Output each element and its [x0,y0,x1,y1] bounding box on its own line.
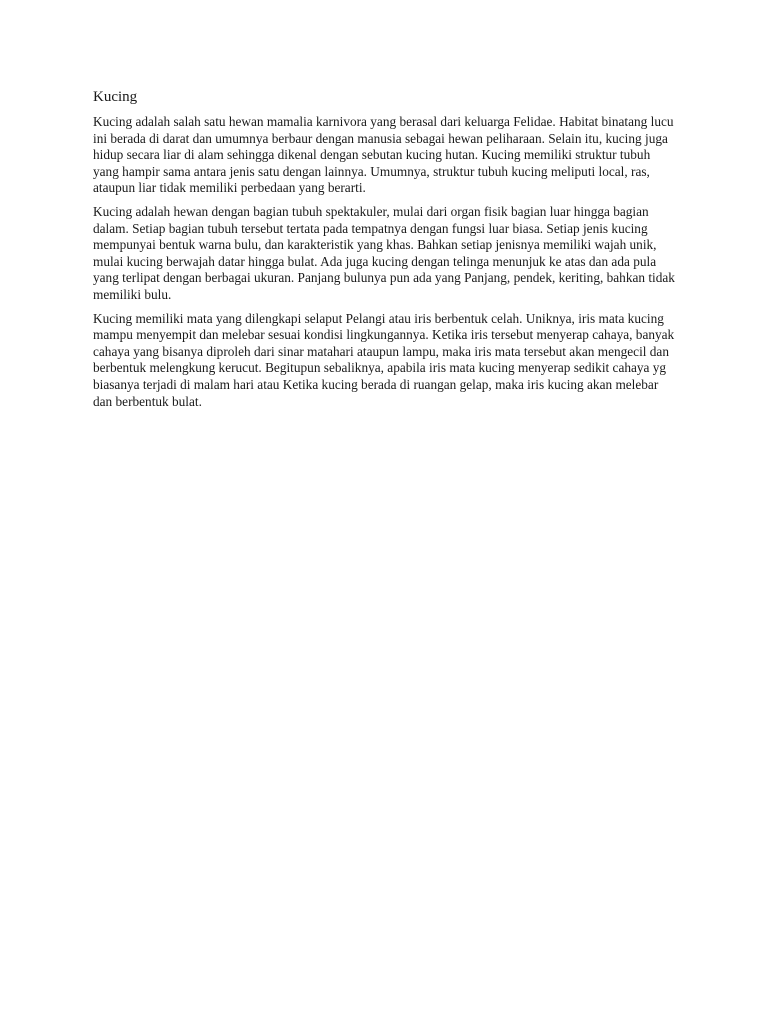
paragraph-2: Kucing adalah hewan dengan bagian tubuh spektakuler, mulai dari organ fisik bagian luar hingga bagian dalam. Setiap bagian tubuh tersebut tertata pada tempatnya dengan fungsi luar biasa. Setiap jenis kucing mempunyai bentuk warna bulu, dan karakteristik yang khas. Bahkan setiap jenisnya memiliki wajah unik, mulai kucing berwajah datar hingga bulat. Ada juga kucing dengan telinga menunjuk ke atas dan ada pula yang terlipat dengan berbagai ukuran. Panjang bulunya pun ada yang Panjang, pendek, keriting, bahkan tidak memiliki bulu. [93,203,675,302]
paragraph-1: Kucing adalah salah satu hewan mamalia karnivora yang berasal dari keluarga Felidae. Habitat binatang lucu ini berada di darat dan umumnya berbaur dengan manusia sebagai hewan peliharaan. Selain itu, kucing juga hidup secara liar di alam sehingga dikenal dengan sebutan kucing hutan. Kucing memiliki struktur tubuh yang hampir sama antara jenis satu dengan lainnya. Umumnya, struktur tubuh kucing meliputi local, ras, ataupun liar tidak memiliki perbedaan yang berarti. [93,114,674,196]
paragraph-3: Kucing memiliki mata yang dilengkapi selaput Pelangi atau iris berbentuk celah. Uniknya, iris mata kucing mampu menyempit dan melebar sesuai kondisi lingkungannya. Ketika iris tersebut menyerap cahaya, banyak cahaya yang bisanya diproleh dari sinar matahari ataupun lampu, maka iris mata tersebut akan mengecil dan berbentuk melengkung kerucut. Begitupun sebaliknya, apabila iris mata kucing menyerap sedikit cahaya yg biasanya terjadi di malam hari atau Ketika kucing berada di ruangan gelap, maka iris kucing akan melebar dan berbentuk bulat. [93,310,675,409]
document-title: Kucing [93,89,138,105]
document-body [93,87,678,417]
